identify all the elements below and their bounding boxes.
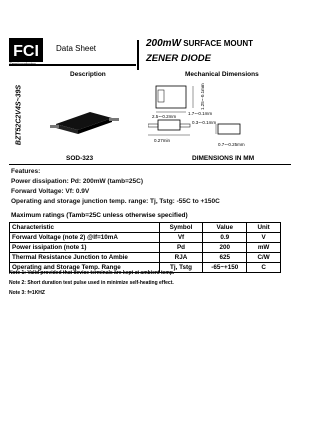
- table-cell: Forward Voltage (note 2) @If=10mA: [10, 233, 160, 243]
- table-cell: Thermal Resistance Junction to Ambie: [10, 253, 160, 263]
- table-cell: Operating and Storage Temp. Range: [10, 263, 160, 273]
- table-cell: C/W: [247, 253, 281, 263]
- part-number-text: BZT52C2V4S~39S: [15, 84, 23, 146]
- dim-min-pad: 0.27min: [154, 138, 171, 143]
- header-cell: Value: [203, 223, 247, 233]
- ratings-title: Maximum ratings (Tamb=25C unless otherwise specified): [11, 212, 188, 219]
- table-cell: -65~+150: [203, 263, 247, 273]
- description-title: Description: [70, 71, 106, 78]
- section-rule: [9, 164, 291, 165]
- table-header-row: [10, 223, 281, 233]
- header-cell: Unit: [247, 223, 281, 233]
- table-cell: 200: [203, 243, 247, 253]
- header-rule: [9, 64, 136, 66]
- package-image: [48, 94, 128, 138]
- dim-top-width: 1.7~-0.1mm: [188, 111, 213, 116]
- title-power: 200mW: [146, 38, 182, 49]
- table-cell: 0.9: [203, 233, 247, 243]
- dim-total-length: 2.5~-0.2mm: [152, 114, 177, 119]
- dimensions-caption: DIMENSIONS IN MM: [192, 155, 255, 162]
- note: Note 1: Valid provided that device terminals are kept at ambient temp.: [9, 270, 175, 276]
- package-label: SOD-323: [66, 155, 94, 162]
- ratings-table: [9, 222, 281, 273]
- page-title: [146, 38, 253, 49]
- dim-side-height: 1.25~-0.1mm: [200, 83, 205, 110]
- feature-line: Operating and storage junction temp. range: Tj, Tstg: -55C to +150C: [11, 198, 220, 205]
- dimensions-drawing: [148, 80, 293, 158]
- dim-lead-width: 0.3~-0.1mm: [192, 120, 217, 125]
- table-row: [10, 243, 281, 253]
- title-rest: SURFACE MOUNT: [181, 39, 254, 48]
- table-cell: C: [247, 263, 281, 273]
- header-cell: Symbol: [159, 223, 203, 233]
- features-title: Features:: [11, 168, 41, 175]
- logo-text: FCI: [13, 43, 39, 60]
- table-cell: Tj, Tstg: [159, 263, 203, 273]
- table-cell: Pd: [159, 243, 203, 253]
- note: Note 3: f=1KHZ: [9, 290, 45, 296]
- table-row: [10, 233, 281, 243]
- table-cell: Vf: [159, 233, 203, 243]
- dim-bottom: 0.7~-0.25mm: [218, 142, 245, 147]
- data-sheet-label: Data Sheet: [56, 44, 97, 53]
- feature-line: Forward Voltage: Vf: 0.9V: [11, 188, 90, 195]
- part-number: [10, 80, 28, 150]
- note: Note 2: Short duration test pulse used in minimize self-heating effect.: [9, 280, 174, 286]
- table-cell: mW: [247, 243, 281, 253]
- page-subtitle: ZENER DIODE: [146, 53, 211, 64]
- mechanical-title: Mechanical Dimensions: [185, 71, 259, 78]
- table-cell: Power issipation (note 1): [10, 243, 160, 253]
- table-cell: V: [247, 233, 281, 243]
- header-divider: [137, 40, 139, 70]
- feature-line: Power dissipation: Pd: 200mW (tamb=25C): [11, 178, 144, 185]
- table-cell: 625: [203, 253, 247, 263]
- table-row: [10, 253, 281, 263]
- header-cell: Characteristic: [10, 223, 160, 233]
- fci-logo: [9, 38, 43, 62]
- table-cell: RJA: [159, 253, 203, 263]
